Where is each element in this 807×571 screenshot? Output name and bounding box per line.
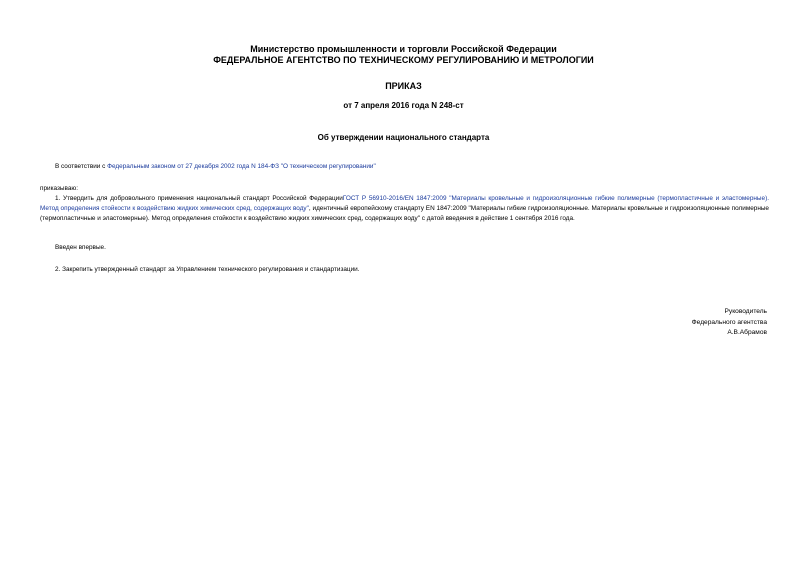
signature-name: А.В.Абрамов: [727, 329, 767, 336]
order-type: ПРИКАЗ: [385, 81, 422, 91]
paragraph-first-introduced: Введен впервые.: [55, 244, 106, 251]
item-1-prefix: 1. Утвердить для добровольного применения национальный стандарт Российской Федерации: [55, 195, 343, 202]
order-title: Об утверждении национального стандарта: [317, 133, 490, 142]
gost-standard-link[interactable]: ГОСТ Р 56910-2016/EN 1847:2009 "Материалы кровельные и гидроизоляционные гибкие полимерные (термопластичные и эластомерные). Метод определения стойкости к воздействию жидких химических сред, содержащих воду": [40, 195, 769, 212]
agency-name: ФЕДЕРАЛЬНОЕ АГЕНТСТВО ПО ТЕХНИЧЕСКОМУ РЕГУЛИРОВАНИЮ И МЕТРОЛОГИИ: [213, 55, 594, 65]
signature-block: [560, 307, 767, 339]
document-header: [0, 44, 807, 66]
federal-law-link[interactable]: Федеральным законом от 27 декабря 2002 года N 184-ФЗ "О техническом регулировании": [107, 163, 376, 170]
order-date: от 7 апреля 2016 года N 248-ст: [343, 101, 464, 110]
paragraph-item-2: 2. Закрепить утвержденный стандарт за Управлением технического регулирования и стандартизации.: [55, 266, 360, 273]
ministry-name: Министерство промышленности и торговли Российской Федерации: [250, 44, 557, 54]
basis-prefix: В соответствии с: [55, 163, 108, 170]
paragraph-order-word: приказываю:: [40, 185, 78, 192]
paragraph-item-1: [40, 194, 769, 224]
item-1-suffix: , идентичный европейскому стандарту EN 1847:2009 "Материалы гибкие гидроизоляционные. Материалы кровельные и гидроизоляционные полимерные (термопластичные и эластомерные). Метод определения стойкости к воздействию жидких химических сред, содержащих воду" с датой введения в действие 1 сентября 2016 года.: [40, 205, 769, 222]
paragraph-basis: [55, 162, 376, 172]
signature-title: Руководитель: [724, 308, 767, 315]
signature-agency: Федерального агентства: [691, 318, 767, 326]
